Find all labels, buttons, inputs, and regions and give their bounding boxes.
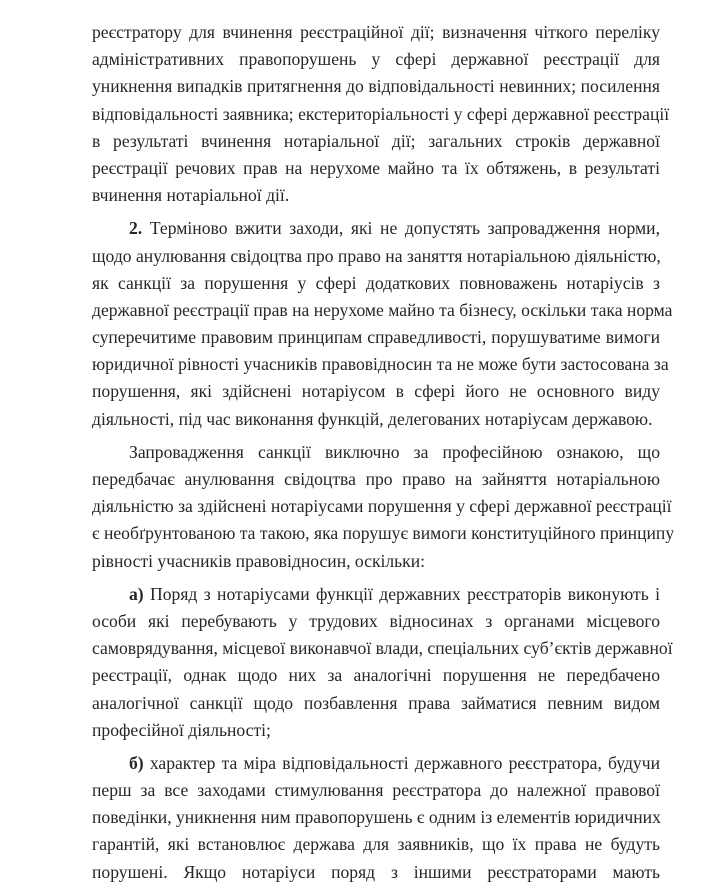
text-line bbox=[92, 777, 660, 804]
paragraph bbox=[92, 581, 673, 744]
line-text: щодо анулювання свідоцтва про право на заняття нотаріальною діяльністю, bbox=[92, 245, 661, 266]
line-text: поведінки, уникнення ним правопорушень є одним із елементів юридичних bbox=[92, 807, 661, 828]
text-line bbox=[92, 155, 660, 182]
line-text: в результаті вчинення нотаріальної дії; загальних строків державної bbox=[92, 130, 660, 151]
text-line bbox=[92, 717, 660, 744]
text-line bbox=[92, 750, 660, 777]
text-line bbox=[92, 406, 660, 433]
text-line bbox=[92, 270, 660, 297]
line-text: Запровадження санкції виключно за професійною ознакою, що bbox=[129, 441, 660, 462]
line-text: державної реєстрації прав на нерухоме майно та бізнесу, оскільки така норма bbox=[92, 299, 673, 320]
text-line bbox=[92, 608, 660, 635]
text-line bbox=[92, 439, 660, 466]
line-text: порушені. Якщо нотаріуси поряд з іншими реєстраторами мають bbox=[92, 861, 660, 882]
paragraph bbox=[92, 750, 660, 886]
document-page bbox=[92, 19, 675, 892]
text-line bbox=[92, 73, 660, 100]
paragraph-marker: а) bbox=[129, 583, 144, 604]
line-text: передбачає анулювання свідоцтва про право на зайняття нотаріальною bbox=[92, 469, 660, 489]
line-text: реєстрації речових прав на нерухоме майно та їх обтяжень, в результаті bbox=[92, 157, 660, 178]
paragraph bbox=[92, 19, 670, 209]
line-text: Терміново вжити заходи, які не допустять запровадження норми, bbox=[142, 218, 660, 239]
line-text: адміністративних правопорушень у сфері державної реєстрації для bbox=[92, 49, 660, 70]
text-line bbox=[92, 297, 673, 324]
text-line bbox=[92, 128, 660, 155]
line-text: перш за все заходами стимулювання реєстратора до належної правової bbox=[92, 780, 660, 801]
text-line bbox=[92, 101, 670, 128]
text-line bbox=[92, 466, 660, 493]
text-line bbox=[92, 19, 660, 46]
line-text: діяльності, під час виконання функцій, делегованих нотаріусам державою. bbox=[92, 408, 653, 429]
text-line bbox=[92, 182, 660, 209]
text-line bbox=[92, 662, 660, 689]
text-line bbox=[92, 520, 675, 547]
line-text: суперечитиме правовим принципам справедливості, порушуватиме вимоги bbox=[92, 327, 660, 348]
text-line bbox=[92, 493, 672, 520]
line-text: самоврядування, місцевої виконавчої влади, спеціальних суб’єктів державної bbox=[92, 638, 673, 659]
text-line bbox=[92, 46, 660, 73]
paragraph-marker: б) bbox=[129, 752, 144, 773]
line-text: відповідальності заявника; екстериторіальності у сфері державної реєстрації bbox=[92, 103, 670, 124]
line-text: гарантій, які встановлює держава для заявників, що їх права не будуть bbox=[92, 834, 660, 855]
line-text: юридичної рівності учасників правовідносин та не може бути застосована за bbox=[92, 354, 669, 375]
paragraph bbox=[92, 215, 673, 433]
line-text: реєстратору для вчинення реєстраційної дії; визначення чіткого переліку bbox=[92, 22, 660, 42]
text-line bbox=[92, 690, 660, 717]
line-text: як санкції за порушення у сфері додаткових повноважень нотаріусів з bbox=[92, 272, 660, 293]
text-line bbox=[92, 324, 660, 351]
line-text: аналогічної санкції щодо позбавлення права займатися певним видом bbox=[92, 692, 660, 713]
line-text: особи які перебувають у трудових відносинах з органами місцевого bbox=[92, 610, 660, 631]
line-text: професійної діяльності; bbox=[92, 719, 271, 740]
paragraph-marker: 2. bbox=[129, 218, 143, 239]
text-line bbox=[92, 351, 669, 378]
line-text: реєстрації, однак щодо них за аналогічні порушення не передбачено bbox=[92, 665, 660, 686]
text-line bbox=[92, 859, 660, 886]
line-text: вчинення нотаріальної дії. bbox=[92, 185, 290, 206]
text-line bbox=[92, 215, 660, 242]
line-text: уникнення випадків притягнення до відповідальності невинних; посилення bbox=[92, 76, 660, 97]
text-line bbox=[92, 635, 673, 662]
line-text: діяльністю за здійснені нотаріусами порушення у сфері державної реєстрації bbox=[92, 496, 672, 517]
line-text: характер та міра відповідальності державного реєстратора, будучи bbox=[143, 752, 660, 773]
text-line bbox=[92, 804, 660, 831]
line-text: порушення, які здійснені нотаріусом в сфері його не основного виду bbox=[92, 381, 660, 402]
text-line bbox=[92, 548, 660, 575]
text-line bbox=[92, 581, 660, 608]
line-text: Поряд з нотаріусами функції державних реєстраторів виконують і bbox=[143, 583, 660, 604]
text-line bbox=[92, 831, 660, 858]
text-line bbox=[92, 378, 660, 405]
line-text: є необґрунтованою та такою, яка порушує вимоги конституційного принципу bbox=[92, 523, 675, 544]
text-line bbox=[92, 243, 660, 270]
line-text: рівності учасників правовідносин, оскільки: bbox=[92, 550, 426, 571]
paragraph bbox=[92, 439, 675, 575]
